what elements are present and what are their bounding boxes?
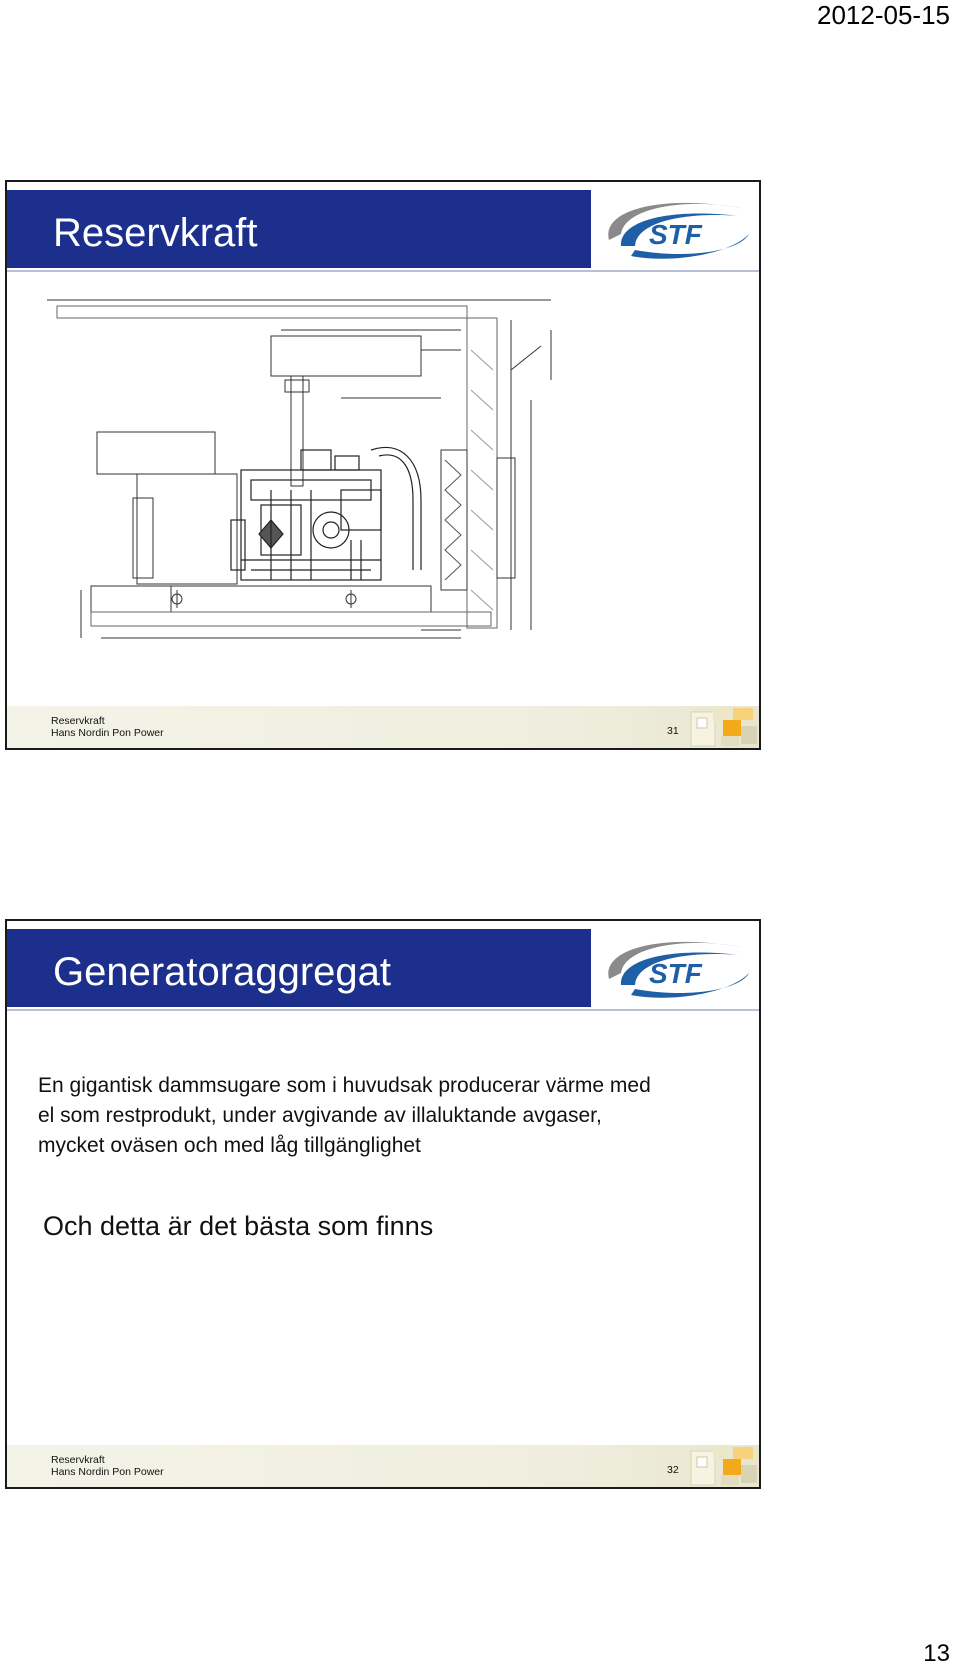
slide-32 — [5, 919, 761, 1489]
slide-header — [7, 182, 759, 277]
slide-31 — [5, 180, 761, 750]
footer-text — [51, 715, 164, 739]
stf-logo — [591, 929, 759, 1007]
slide-title: Reservkraft — [53, 211, 258, 255]
footer-author: Hans Nordin Pon Power — [51, 727, 164, 739]
page-date: 2012-05-15 — [817, 0, 950, 30]
slide-footer — [7, 706, 759, 748]
stf-logo — [591, 190, 759, 268]
generator-drawing — [41, 290, 561, 660]
logo-text: STF — [649, 219, 702, 250]
slide-number: 31 — [667, 725, 679, 737]
header-rule — [7, 270, 759, 272]
slide-body-text: En gigantisk dammsugare som i huvudsak producerar värme med el som restprodukt, under avgivande av illaluktande avgaser, mycket oväsen och med låg tillgänglighet — [38, 1074, 651, 1157]
logo-text: STF — [649, 958, 702, 989]
footer-text — [51, 1454, 164, 1478]
footer-author: Hans Nordin Pon Power — [51, 1466, 164, 1478]
footer-title: Reservkraft — [51, 715, 105, 727]
header-rule — [7, 1009, 759, 1011]
footer-decoration — [689, 1445, 759, 1487]
slide-number: 32 — [667, 1464, 679, 1476]
footer-title: Reservkraft — [51, 1454, 105, 1466]
footer-decoration — [689, 706, 759, 748]
slide-body-text-2: Och detta är det bästa som finns — [43, 1211, 434, 1241]
page-number: 13 — [923, 1640, 950, 1667]
slide-title: Generatoraggregat — [53, 950, 392, 994]
slide-footer — [7, 1445, 759, 1487]
slide-header — [7, 921, 759, 1016]
